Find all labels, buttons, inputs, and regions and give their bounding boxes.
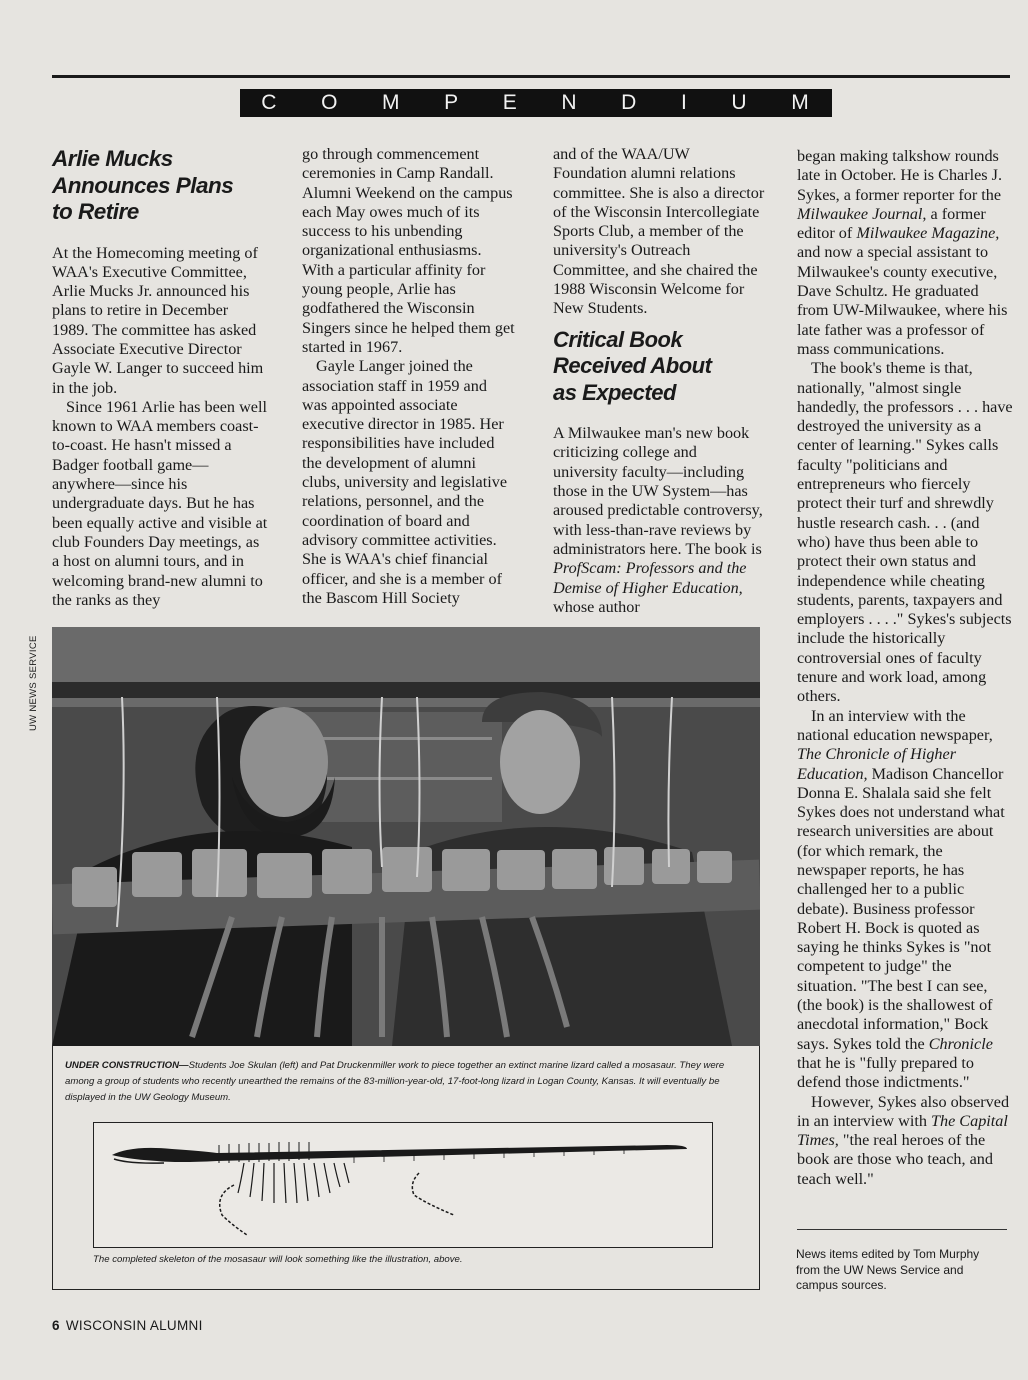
- banner-letter: E: [502, 91, 519, 114]
- article-2-paragraph: The book's theme is that, nationally, "almost single handedly, the professors . . . have destroyed the university as a center of learning." Sykes calls faculty "politicians and entrepreneurs who fiercely protect their turf and shrewdly hustle research cash. . . (and who) have thus been able to protect their own status and independence while cheating students, parents, taxpayers and employers . . . ." Sykes's subjects include the historically controversial ones of faculty tenure and work load, among others.: [797, 359, 1013, 706]
- banner-letter: I: [680, 91, 689, 114]
- page-number: 6: [52, 1318, 60, 1333]
- banner-letter: M: [791, 91, 811, 114]
- article-1-paragraph: go through commencement ceremonies in Camp Randall. Alumni Weekend on the campus each May owes much of its success to his unbending organizational enthusiasms. With a particular affinity for young people, Arlie has godfathered the Wisconsin Singers since he helped them get started in 1967.: [302, 145, 515, 356]
- article-2-paragraph: However, Sykes also observed in an interview with The Capital Times, "the real heroes of the book are those who teach, and teach well.": [797, 1092, 1010, 1188]
- side-note-rule: [797, 1229, 1007, 1230]
- column-1: [52, 146, 268, 610]
- editor-note: News items edited by Tom Murphy from the UW News Service and campus sources.: [796, 1247, 980, 1292]
- article-2-paragraph: In an interview with the national education newspaper, The Chronicle of Higher Education, Madison Chancellor Donna E. Shalala said she felt Sykes does not understand what research universities are about (for which remark, the newspaper reports, he has challenged her to a public debate). Business professor Robert H. Bock is quoted as saying he thinks Sykes is "not competent to judge" the situation. "The best I can see, (the book) is the shallowest of anecdotal information," Bock says. Sykes told the Chronicle that he is "fully prepared to defend those indictments.": [797, 706, 1005, 1092]
- banner-letter: D: [621, 91, 639, 114]
- book-title: ProfScam: Professors and the Demise of Higher Education,: [553, 559, 747, 597]
- article-1-paragraph: At the Homecoming meeting of WAA's Executive Committee, Arlie Mucks Jr. announced his plans to retire in December 1989. The committee has asked Associate Executive Director Gayle W. Langer to succeed him in the job.: [52, 243, 264, 397]
- mosasaur-photo: [52, 627, 760, 1046]
- article-1-paragraph: and of the WAA/UW Foundation alumni relations committee. She is also a director of the Wisconsin Intercollegiate Sports Club, a member of the university's Outreach Committee, and she chaired the 1988 Wisconsin Welcome for New Students.: [553, 145, 765, 318]
- section-banner: [240, 89, 832, 117]
- photo-caption: UNDER CONSTRUCTION—Students Joe Skulan (left) and Pat Druckenmiller work to piece together an extinct marine lizard called a mosasaur. They were among a group of students who recently unearthed the remains of the 83-million-year-old, 17-foot-long lizard in Logan County, Kansas. It will eventually be displayed in the UW Geology Museum.: [65, 1060, 725, 1103]
- column-4: [797, 147, 1013, 1189]
- article-1-paragraph: Since 1961 Arlie has been well known to WAA members coast-to-coast. He hasn't missed a Badger football game—anywhere—since his undergraduate days. But he has been equally active and visible at club Founders Day meetings, as a host on alumni tours, and in welcoming brand-new alumni to the ranks as they: [52, 397, 268, 609]
- banner-letter: P: [444, 91, 461, 114]
- page-footer: [52, 1318, 203, 1333]
- column-3: [553, 145, 765, 617]
- article-2-headline: Critical Book Received About as Expected: [553, 326, 712, 405]
- article-2-paragraph: A Milwaukee man's new book criticizing college and university faculty—including those in the UW System—has aroused predictable controversy, with less-than-rave reviews by administrators here. The book is ProfScam: Professors and the Demise of Higher Education, whose author: [553, 424, 763, 616]
- article-2-paragraph: began making talkshow rounds late in October. He is Charles J. Sykes, a former reporter for the Milwaukee Journal, a former editor of Milwaukee Magazine, and now a special assistant to Milwaukee's county executive, Dave Schultz. He graduated from UW-Milwaukee, where his late father was a professor of mass communications.: [797, 147, 1008, 358]
- article-1-headline: Arlie Mucks Announces Plans to Retire: [52, 146, 234, 224]
- banner-letter: N: [561, 91, 579, 114]
- column-2: [302, 145, 516, 608]
- banner-letter: O: [321, 91, 340, 114]
- photo-credit: UW NEWS SERVICE: [28, 635, 39, 731]
- publication-name: WISCONSIN ALUMNI: [65, 1318, 203, 1333]
- article-1-paragraph: Gayle Langer joined the association staff in 1959 and was appointed associate executive director in 1985. Her responsibilities have included the development of alumni clubs, university and legislative relations, personnel, and the coordination of board and advisory committee activities. She is WAA's chief financial officer, and she is a member of the Bascom Hill Society: [302, 357, 507, 607]
- banner-letter: U: [731, 91, 749, 114]
- mosasaur-skeleton-illustration: [93, 1122, 713, 1248]
- banner-letter: M: [382, 91, 402, 114]
- illustration-caption: The completed skeleton of the mosasaur will look something like the illustration, above.: [93, 1254, 463, 1265]
- banner-letter: C: [261, 91, 279, 114]
- top-rule: [52, 75, 1010, 78]
